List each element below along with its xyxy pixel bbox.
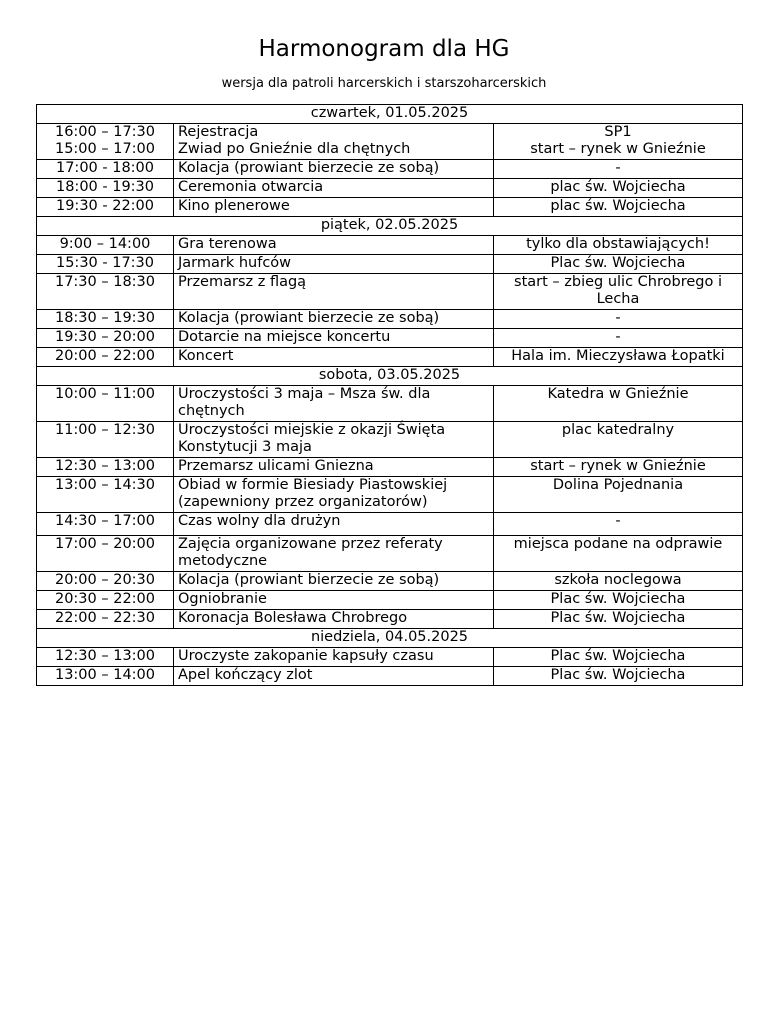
location-cell: plac św. Wojciecha bbox=[494, 198, 743, 217]
location-cell: Katedra w Gnieźnie bbox=[494, 386, 743, 422]
table-row bbox=[37, 667, 743, 686]
activity-cell: Dotarcie na miejsce koncertu bbox=[174, 329, 494, 348]
time-cell: 19:30 – 20:00 bbox=[37, 329, 174, 348]
activity-cell: Apel kończący zlot bbox=[174, 667, 494, 686]
table-row bbox=[37, 179, 743, 198]
location-cell: - bbox=[494, 513, 743, 536]
table-row bbox=[37, 422, 743, 458]
table-row bbox=[37, 124, 743, 160]
table-row bbox=[37, 329, 743, 348]
time-cell: 20:00 – 20:30 bbox=[37, 572, 174, 591]
activity-cell: Rejestracja Zwiad po Gnieźnie dla chętnych bbox=[174, 124, 494, 160]
time-cell: 17:30 – 18:30 bbox=[37, 274, 174, 310]
table-row bbox=[37, 513, 743, 536]
activity-cell: Przemarsz ulicami Gniezna bbox=[174, 458, 494, 477]
time-cell: 22:00 – 22:30 bbox=[37, 610, 174, 629]
table-row bbox=[37, 477, 743, 513]
activity-cell: Uroczyste zakopanie kapsuły czasu bbox=[174, 648, 494, 667]
time-cell: 20:30 – 22:00 bbox=[37, 591, 174, 610]
location-cell: start – rynek w Gnieźnie bbox=[494, 458, 743, 477]
table-row bbox=[37, 591, 743, 610]
time-cell: 13:00 – 14:30 bbox=[37, 477, 174, 513]
day-header: piątek, 02.05.2025 bbox=[37, 217, 743, 236]
time-cell: 16:00 – 17:30 15:00 – 17:00 bbox=[37, 124, 174, 160]
table-row bbox=[37, 610, 743, 629]
location-cell: Plac św. Wojciecha bbox=[494, 610, 743, 629]
activity-cell: Ceremonia otwarcia bbox=[174, 179, 494, 198]
activity-cell: Kolacja (prowiant bierzecie ze sobą) bbox=[174, 160, 494, 179]
day-header: niedziela, 04.05.2025 bbox=[37, 629, 743, 648]
table-row bbox=[37, 648, 743, 667]
location-cell: szkoła noclegowa bbox=[494, 572, 743, 591]
activity-cell: Kolacja (prowiant bierzecie ze sobą) bbox=[174, 310, 494, 329]
day-header-row bbox=[37, 105, 743, 124]
document-subtitle: wersja dla patroli harcerskich i starszoharcerskich bbox=[221, 76, 547, 91]
activity-cell: Gra terenowa bbox=[174, 236, 494, 255]
day-header: sobota, 03.05.2025 bbox=[37, 367, 743, 386]
time-cell: 9:00 – 14:00 bbox=[37, 236, 174, 255]
time-cell: 12:30 – 13:00 bbox=[37, 648, 174, 667]
activity-cell: Uroczystości miejskie z okazji Święta Konstytucji 3 maja bbox=[174, 422, 494, 458]
location-cell: - bbox=[494, 310, 743, 329]
activity-cell: Zajęcia organizowane przez referaty metodyczne bbox=[174, 536, 494, 572]
activity-cell: Kino plenerowe bbox=[174, 198, 494, 217]
table-row bbox=[37, 198, 743, 217]
time-cell: 11:00 – 12:30 bbox=[37, 422, 174, 458]
day-header-row bbox=[37, 217, 743, 236]
table-row bbox=[37, 255, 743, 274]
location-cell: - bbox=[494, 329, 743, 348]
time-cell: 12:30 – 13:00 bbox=[37, 458, 174, 477]
location-cell: tylko dla obstawiających! bbox=[494, 236, 743, 255]
activity-cell: Jarmark hufców bbox=[174, 255, 494, 274]
time-cell: 15:30 - 17:30 bbox=[37, 255, 174, 274]
location-cell: plac św. Wojciecha bbox=[494, 179, 743, 198]
table-row bbox=[37, 572, 743, 591]
location-cell: Plac św. Wojciecha bbox=[494, 667, 743, 686]
table-row bbox=[37, 310, 743, 329]
table-row bbox=[37, 160, 743, 179]
location-cell: start – zbieg ulic Chrobrego i Lecha bbox=[494, 274, 743, 310]
time-cell: 14:30 – 17:00 bbox=[37, 513, 174, 536]
schedule-table bbox=[36, 104, 743, 686]
activity-cell: Obiad w formie Biesiady Piastowskiej (zapewniony przez organizatorów) bbox=[174, 477, 494, 513]
time-cell: 19:30 - 22:00 bbox=[37, 198, 174, 217]
day-header-row bbox=[37, 367, 743, 386]
location-cell: Plac św. Wojciecha bbox=[494, 591, 743, 610]
document-title: Harmonogram dla HG bbox=[258, 36, 510, 62]
table-row bbox=[37, 274, 743, 310]
time-cell: 10:00 – 11:00 bbox=[37, 386, 174, 422]
day-header: czwartek, 01.05.2025 bbox=[37, 105, 743, 124]
activity-cell: Przemarsz z flagą bbox=[174, 274, 494, 310]
time-cell: 17:00 – 20:00 bbox=[37, 536, 174, 572]
table-row bbox=[37, 458, 743, 477]
day-header-row bbox=[37, 629, 743, 648]
time-cell: 13:00 – 14:00 bbox=[37, 667, 174, 686]
location-cell: - bbox=[494, 160, 743, 179]
time-cell: 20:00 – 22:00 bbox=[37, 348, 174, 367]
table-row bbox=[37, 348, 743, 367]
activity-cell: Czas wolny dla drużyn bbox=[174, 513, 494, 536]
activity-cell: Koncert bbox=[174, 348, 494, 367]
activity-cell: Ogniobranie bbox=[174, 591, 494, 610]
time-cell: 18:00 - 19:30 bbox=[37, 179, 174, 198]
location-cell: Plac św. Wojciecha bbox=[494, 648, 743, 667]
location-cell: Hala im. Mieczysława Łopatki bbox=[494, 348, 743, 367]
time-cell: 17:00 - 18:00 bbox=[37, 160, 174, 179]
activity-cell: Uroczystości 3 maja – Msza św. dla chętnych bbox=[174, 386, 494, 422]
table-row bbox=[37, 236, 743, 255]
location-cell: plac katedralny bbox=[494, 422, 743, 458]
location-cell: Dolina Pojednania bbox=[494, 477, 743, 513]
table-row bbox=[37, 386, 743, 422]
location-cell: miejsca podane na odprawie bbox=[494, 536, 743, 572]
time-cell: 18:30 – 19:30 bbox=[37, 310, 174, 329]
location-cell: SP1 start – rynek w Gnieźnie bbox=[494, 124, 743, 160]
table-row bbox=[37, 536, 743, 572]
activity-cell: Koronacja Bolesława Chrobrego bbox=[174, 610, 494, 629]
activity-cell: Kolacja (prowiant bierzecie ze sobą) bbox=[174, 572, 494, 591]
location-cell: Plac św. Wojciecha bbox=[494, 255, 743, 274]
